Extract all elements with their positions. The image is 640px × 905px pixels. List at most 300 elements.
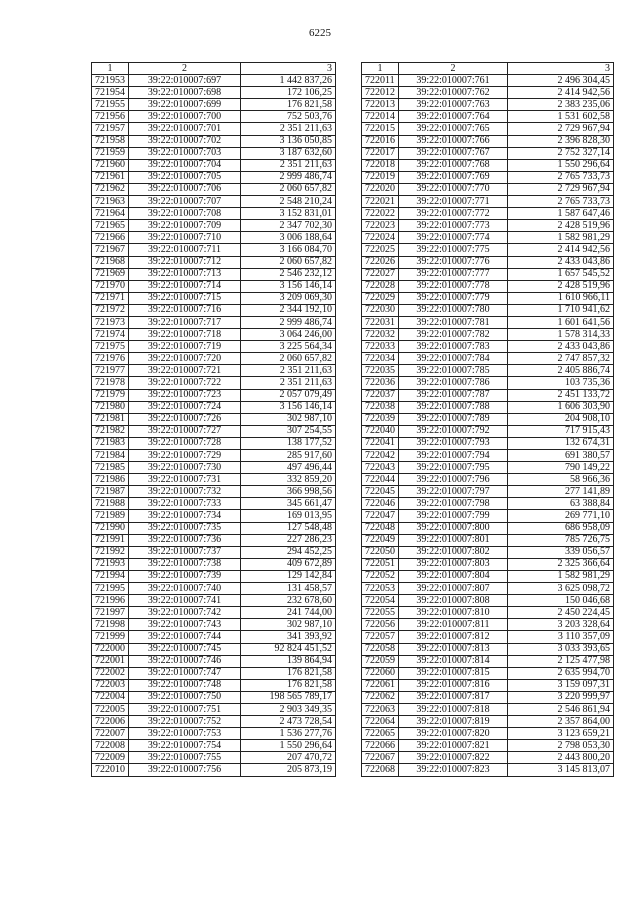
row-number-cell: 722003	[92, 679, 129, 691]
cadastral-number-cell: 39:22:010007:767	[399, 147, 508, 159]
table-row	[92, 123, 336, 135]
row-number-cell: 722022	[362, 208, 399, 220]
table-row	[92, 208, 336, 220]
table-row	[92, 691, 336, 703]
value-cell: 92 824 451,52	[241, 643, 336, 655]
table-row	[362, 667, 614, 679]
value-cell: 2 428 519,96	[508, 280, 614, 292]
table-row	[92, 437, 336, 449]
cadastral-number-cell: 39:22:010007:814	[399, 655, 508, 667]
cadastral-number-cell: 39:22:010007:743	[129, 619, 241, 631]
cadastral-number-cell: 39:22:010007:800	[399, 522, 508, 534]
row-number-cell: 721974	[92, 329, 129, 341]
table-row	[362, 474, 614, 486]
table-row	[362, 401, 614, 413]
table-row	[92, 365, 336, 377]
value-cell: 2 546 861,94	[508, 703, 614, 715]
cadastral-number-cell: 39:22:010007:735	[129, 522, 241, 534]
row-number-cell: 721968	[92, 256, 129, 268]
cadastral-number-cell: 39:22:010007:783	[399, 341, 508, 353]
row-number-cell: 722053	[362, 583, 399, 595]
cadastral-number-cell: 39:22:010007:775	[399, 244, 508, 256]
row-number-cell: 721984	[92, 450, 129, 462]
table-row	[92, 655, 336, 667]
cadastral-number-cell: 39:22:010007:726	[129, 413, 241, 425]
value-cell: 285 917,60	[241, 450, 336, 462]
row-number-cell: 722020	[362, 183, 399, 195]
value-cell: 3 110 357,09	[508, 631, 614, 643]
cadastral-number-cell: 39:22:010007:766	[399, 135, 508, 147]
row-number-cell: 721999	[92, 631, 129, 643]
cadastral-number-cell: 39:22:010007:730	[129, 462, 241, 474]
value-cell: 1 610 966,11	[508, 292, 614, 304]
table-row	[92, 462, 336, 474]
table-row	[362, 631, 614, 643]
cadastral-number-cell: 39:22:010007:803	[399, 558, 508, 570]
table-row	[362, 292, 614, 304]
cadastral-number-cell: 39:22:010007:808	[399, 595, 508, 607]
row-number-cell: 721960	[92, 159, 129, 171]
cadastral-number-cell: 39:22:010007:780	[399, 304, 508, 316]
cadastral-number-cell: 39:22:010007:816	[399, 679, 508, 691]
row-number-cell: 722001	[92, 655, 129, 667]
cadastral-number-cell: 39:22:010007:792	[399, 425, 508, 437]
row-number-cell: 721956	[92, 111, 129, 123]
table-row	[362, 268, 614, 280]
table-row	[92, 159, 336, 171]
table-row	[92, 147, 336, 159]
value-cell: 2 351 211,63	[241, 365, 336, 377]
table-row	[362, 75, 614, 87]
value-cell: 2 752 327,14	[508, 147, 614, 159]
cadastral-number-cell: 39:22:010007:763	[399, 99, 508, 111]
table-row	[92, 570, 336, 582]
value-cell: 3 006 188,64	[241, 232, 336, 244]
row-number-cell: 721979	[92, 389, 129, 401]
table-row	[92, 558, 336, 570]
cadastral-number-cell: 39:22:010007:729	[129, 450, 241, 462]
value-cell: 2 451 133,72	[508, 389, 614, 401]
cadastral-number-cell: 39:22:010007:753	[129, 728, 241, 740]
value-cell: 3 225 564,34	[241, 341, 336, 353]
cadastral-number-cell: 39:22:010007:723	[129, 389, 241, 401]
cadastral-number-cell: 39:22:010007:710	[129, 232, 241, 244]
cadastral-number-cell: 39:22:010007:810	[399, 607, 508, 619]
table-row	[92, 111, 336, 123]
table-row	[362, 764, 614, 776]
value-cell: 2 428 519,96	[508, 220, 614, 232]
cadastral-number-cell: 39:22:010007:778	[399, 280, 508, 292]
table-row	[92, 498, 336, 510]
cadastral-number-cell: 39:22:010007:823	[399, 764, 508, 776]
row-number-cell: 722032	[362, 329, 399, 341]
value-cell: 3 220 999,97	[508, 691, 614, 703]
value-cell: 752 503,76	[241, 111, 336, 123]
value-cell: 3 209 069,30	[241, 292, 336, 304]
table-row	[92, 377, 336, 389]
cadastral-number-cell: 39:22:010007:744	[129, 631, 241, 643]
value-cell: 2 344 192,10	[241, 304, 336, 316]
cadastral-number-cell: 39:22:010007:740	[129, 583, 241, 595]
table-row	[362, 534, 614, 546]
value-cell: 302 987,10	[241, 619, 336, 631]
cadastral-number-cell: 39:22:010007:820	[399, 728, 508, 740]
value-cell: 1 587 647,46	[508, 208, 614, 220]
value-cell: 339 056,57	[508, 546, 614, 558]
row-number-cell: 722002	[92, 667, 129, 679]
value-cell: 1 710 941,62	[508, 304, 614, 316]
cadastral-number-cell: 39:22:010007:799	[399, 510, 508, 522]
table-row	[362, 450, 614, 462]
row-number-cell: 722051	[362, 558, 399, 570]
row-number-cell: 722061	[362, 679, 399, 691]
cadastral-number-cell: 39:22:010007:697	[129, 75, 241, 87]
table-row	[92, 268, 336, 280]
table-row	[362, 196, 614, 208]
cadastral-number-cell: 39:22:010007:798	[399, 498, 508, 510]
row-number-cell: 722019	[362, 171, 399, 183]
row-number-cell: 722014	[362, 111, 399, 123]
value-cell: 131 458,57	[241, 583, 336, 595]
cadastral-number-cell: 39:22:010007:721	[129, 365, 241, 377]
row-number-cell: 721969	[92, 268, 129, 280]
row-number-cell: 721997	[92, 607, 129, 619]
table-row	[92, 99, 336, 111]
table-row	[362, 220, 614, 232]
cadastral-number-cell: 39:22:010007:784	[399, 353, 508, 365]
cadastral-number-cell: 39:22:010007:745	[129, 643, 241, 655]
table-row	[92, 341, 336, 353]
value-cell: 1 657 545,52	[508, 268, 614, 280]
cadastral-number-cell: 39:22:010007:748	[129, 679, 241, 691]
table-row	[92, 510, 336, 522]
table-row	[362, 643, 614, 655]
value-cell: 307 254,55	[241, 425, 336, 437]
cadastral-number-cell: 39:22:010007:756	[129, 764, 241, 776]
value-cell: 497 496,44	[241, 462, 336, 474]
value-cell: 172 106,25	[241, 87, 336, 99]
row-number-cell: 721978	[92, 377, 129, 389]
cadastral-number-cell: 39:22:010007:813	[399, 643, 508, 655]
cadastral-number-cell: 39:22:010007:717	[129, 316, 241, 328]
value-cell: 332 859,20	[241, 474, 336, 486]
row-number-cell: 721959	[92, 147, 129, 159]
table-row	[92, 304, 336, 316]
value-cell: 2 765 733,73	[508, 196, 614, 208]
value-cell: 3 064 246,00	[241, 329, 336, 341]
row-number-cell: 721976	[92, 353, 129, 365]
table-row	[92, 292, 336, 304]
row-number-cell: 721958	[92, 135, 129, 147]
row-number-cell: 721990	[92, 522, 129, 534]
row-number-cell: 722024	[362, 232, 399, 244]
row-number-cell: 721975	[92, 341, 129, 353]
cadastral-number-cell: 39:22:010007:734	[129, 510, 241, 522]
cadastral-number-cell: 39:22:010007:789	[399, 413, 508, 425]
row-number-cell: 721992	[92, 546, 129, 558]
cadastral-number-cell: 39:22:010007:772	[399, 208, 508, 220]
cadastral-number-cell: 39:22:010007:755	[129, 752, 241, 764]
row-number-cell: 722039	[362, 413, 399, 425]
table-row	[362, 413, 614, 425]
value-cell: 2 546 232,12	[241, 268, 336, 280]
table-row	[362, 619, 614, 631]
cadastral-number-cell: 39:22:010007:741	[129, 595, 241, 607]
row-number-cell: 722040	[362, 425, 399, 437]
table-row	[92, 607, 336, 619]
cadastral-number-cell: 39:22:010007:819	[399, 716, 508, 728]
row-number-cell: 721988	[92, 498, 129, 510]
row-number-cell: 722042	[362, 450, 399, 462]
cadastral-number-cell: 39:22:010007:779	[399, 292, 508, 304]
row-number-cell: 721989	[92, 510, 129, 522]
row-number-cell: 722057	[362, 631, 399, 643]
value-cell: 198 565 789,17	[241, 691, 336, 703]
value-cell: 1 601 641,56	[508, 316, 614, 328]
value-cell: 132 674,31	[508, 437, 614, 449]
row-number-cell: 721986	[92, 474, 129, 486]
value-cell: 1 531 602,58	[508, 111, 614, 123]
cadastral-number-cell: 39:22:010007:793	[399, 437, 508, 449]
cadastral-number-cell: 39:22:010007:711	[129, 244, 241, 256]
row-number-cell: 721970	[92, 280, 129, 292]
value-cell: 205 873,19	[241, 764, 336, 776]
row-number-cell: 722023	[362, 220, 399, 232]
cadastral-number-cell: 39:22:010007:765	[399, 123, 508, 135]
cadastral-number-cell: 39:22:010007:728	[129, 437, 241, 449]
row-number-cell: 722028	[362, 280, 399, 292]
cadastral-number-cell: 39:22:010007:704	[129, 159, 241, 171]
value-cell: 2 060 657,82	[241, 353, 336, 365]
value-cell: 277 141,89	[508, 486, 614, 498]
row-number-cell: 722043	[362, 462, 399, 474]
table-row	[362, 389, 614, 401]
table-row	[362, 752, 614, 764]
cadastral-number-cell: 39:22:010007:747	[129, 667, 241, 679]
row-number-cell: 722048	[362, 522, 399, 534]
row-number-cell: 722063	[362, 703, 399, 715]
row-number-cell: 722041	[362, 437, 399, 449]
cadastral-number-cell: 39:22:010007:732	[129, 486, 241, 498]
table-row	[92, 679, 336, 691]
data-table-right	[361, 62, 614, 777]
row-number-cell: 721996	[92, 595, 129, 607]
table-row	[362, 425, 614, 437]
value-cell: 2 405 886,74	[508, 365, 614, 377]
row-number-cell: 722045	[362, 486, 399, 498]
table-row	[92, 87, 336, 99]
value-cell: 691 380,57	[508, 450, 614, 462]
cadastral-number-cell: 39:22:010007:746	[129, 655, 241, 667]
column-header: 1	[362, 63, 399, 75]
table-row	[92, 183, 336, 195]
table-row	[92, 171, 336, 183]
cadastral-number-cell: 39:22:010007:699	[129, 99, 241, 111]
table-row	[92, 196, 336, 208]
value-cell: 1 582 981,29	[508, 232, 614, 244]
table-row	[362, 183, 614, 195]
table-row	[92, 716, 336, 728]
value-cell: 3 625 098,72	[508, 583, 614, 595]
table-row	[92, 595, 336, 607]
value-cell: 138 177,52	[241, 437, 336, 449]
value-cell: 1 536 277,76	[241, 728, 336, 740]
row-number-cell: 722033	[362, 341, 399, 353]
cadastral-number-cell: 39:22:010007:708	[129, 208, 241, 220]
table-row	[362, 740, 614, 752]
table-row	[92, 631, 336, 643]
row-number-cell: 722021	[362, 196, 399, 208]
page-number: 6225	[309, 27, 331, 39]
value-cell: 2 765 733,73	[508, 171, 614, 183]
row-number-cell: 722054	[362, 595, 399, 607]
cadastral-number-cell: 39:22:010007:807	[399, 583, 508, 595]
value-cell: 3 156 146,14	[241, 280, 336, 292]
table-row	[92, 316, 336, 328]
row-number-cell: 722036	[362, 377, 399, 389]
row-number-cell: 721962	[92, 183, 129, 195]
data-table-left	[91, 62, 336, 777]
table-row	[362, 546, 614, 558]
table-row	[92, 728, 336, 740]
row-number-cell: 722017	[362, 147, 399, 159]
value-cell: 2 729 967,94	[508, 183, 614, 195]
row-number-cell: 722026	[362, 256, 399, 268]
value-cell: 1 550 296,64	[508, 159, 614, 171]
table-row	[92, 425, 336, 437]
value-cell: 294 452,25	[241, 546, 336, 558]
column-header: 3	[508, 63, 614, 75]
value-cell: 2 548 210,24	[241, 196, 336, 208]
table-row	[362, 135, 614, 147]
cadastral-number-cell: 39:22:010007:817	[399, 691, 508, 703]
cadastral-number-cell: 39:22:010007:795	[399, 462, 508, 474]
value-cell: 366 998,56	[241, 486, 336, 498]
table-row	[362, 123, 614, 135]
table-row	[92, 329, 336, 341]
table-row	[362, 462, 614, 474]
row-number-cell: 722000	[92, 643, 129, 655]
value-cell: 139 864,94	[241, 655, 336, 667]
cadastral-number-cell: 39:22:010007:703	[129, 147, 241, 159]
row-number-cell: 722066	[362, 740, 399, 752]
row-number-cell: 721955	[92, 99, 129, 111]
cadastral-number-cell: 39:22:010007:769	[399, 171, 508, 183]
table-row	[362, 558, 614, 570]
value-cell: 127 548,48	[241, 522, 336, 534]
row-number-cell: 722030	[362, 304, 399, 316]
cadastral-number-cell: 39:22:010007:788	[399, 401, 508, 413]
row-number-cell: 722067	[362, 752, 399, 764]
table-row	[92, 486, 336, 498]
value-cell: 1 606 303,90	[508, 401, 614, 413]
row-number-cell: 721987	[92, 486, 129, 498]
row-number-cell: 722052	[362, 570, 399, 582]
cadastral-number-cell: 39:22:010007:796	[399, 474, 508, 486]
table-row	[362, 159, 614, 171]
value-cell: 2 383 235,06	[508, 99, 614, 111]
value-cell: 176 821,58	[241, 679, 336, 691]
cadastral-number-cell: 39:22:010007:713	[129, 268, 241, 280]
table-row	[362, 111, 614, 123]
row-number-cell: 721967	[92, 244, 129, 256]
table-row	[92, 135, 336, 147]
value-cell: 204 908,10	[508, 413, 614, 425]
row-number-cell: 722049	[362, 534, 399, 546]
cadastral-number-cell: 39:22:010007:771	[399, 196, 508, 208]
value-cell: 58 966,36	[508, 474, 614, 486]
row-number-cell: 722015	[362, 123, 399, 135]
value-cell: 232 678,60	[241, 595, 336, 607]
table-row	[362, 316, 614, 328]
table-row	[362, 147, 614, 159]
value-cell: 2 473 728,54	[241, 716, 336, 728]
column-header: 3	[241, 63, 336, 75]
value-cell: 2 450 224,45	[508, 607, 614, 619]
value-cell: 3 136 050,85	[241, 135, 336, 147]
cadastral-number-cell: 39:22:010007:761	[399, 75, 508, 87]
table-row	[362, 329, 614, 341]
table-row	[92, 220, 336, 232]
cadastral-number-cell: 39:22:010007:787	[399, 389, 508, 401]
table-row	[92, 534, 336, 546]
table-row	[92, 667, 336, 679]
row-number-cell: 722008	[92, 740, 129, 752]
row-number-cell: 722011	[362, 75, 399, 87]
cadastral-number-cell: 39:22:010007:752	[129, 716, 241, 728]
row-number-cell: 721985	[92, 462, 129, 474]
table-row	[362, 171, 614, 183]
cadastral-number-cell: 39:22:010007:821	[399, 740, 508, 752]
row-number-cell: 722018	[362, 159, 399, 171]
row-number-cell: 722034	[362, 353, 399, 365]
row-number-cell: 722013	[362, 99, 399, 111]
cadastral-number-cell: 39:22:010007:754	[129, 740, 241, 752]
cadastral-number-cell: 39:22:010007:815	[399, 667, 508, 679]
cadastral-number-cell: 39:22:010007:733	[129, 498, 241, 510]
table-row	[362, 208, 614, 220]
table-row	[362, 244, 614, 256]
value-cell: 207 470,72	[241, 752, 336, 764]
cadastral-number-cell: 39:22:010007:715	[129, 292, 241, 304]
value-cell: 790 149,22	[508, 462, 614, 474]
value-cell: 2 125 477,98	[508, 655, 614, 667]
cadastral-number-cell: 39:22:010007:700	[129, 111, 241, 123]
row-number-cell: 721972	[92, 304, 129, 316]
table-row	[92, 244, 336, 256]
row-number-cell: 721998	[92, 619, 129, 631]
row-number-cell: 722016	[362, 135, 399, 147]
table-row	[92, 353, 336, 365]
table-row	[362, 583, 614, 595]
cadastral-number-cell: 39:22:010007:812	[399, 631, 508, 643]
table-row	[92, 703, 336, 715]
cadastral-number-cell: 39:22:010007:727	[129, 425, 241, 437]
cadastral-number-cell: 39:22:010007:739	[129, 570, 241, 582]
cadastral-number-cell: 39:22:010007:818	[399, 703, 508, 715]
table-row	[362, 655, 614, 667]
cadastral-number-cell: 39:22:010007:707	[129, 196, 241, 208]
value-cell: 2 351 211,63	[241, 123, 336, 135]
row-number-cell: 722068	[362, 764, 399, 776]
value-cell: 2 903 349,35	[241, 703, 336, 715]
cadastral-number-cell: 39:22:010007:712	[129, 256, 241, 268]
value-cell: 2 060 657,82	[241, 183, 336, 195]
table-row	[362, 304, 614, 316]
table-row	[92, 389, 336, 401]
value-cell: 345 661,47	[241, 498, 336, 510]
cadastral-number-cell: 39:22:010007:720	[129, 353, 241, 365]
